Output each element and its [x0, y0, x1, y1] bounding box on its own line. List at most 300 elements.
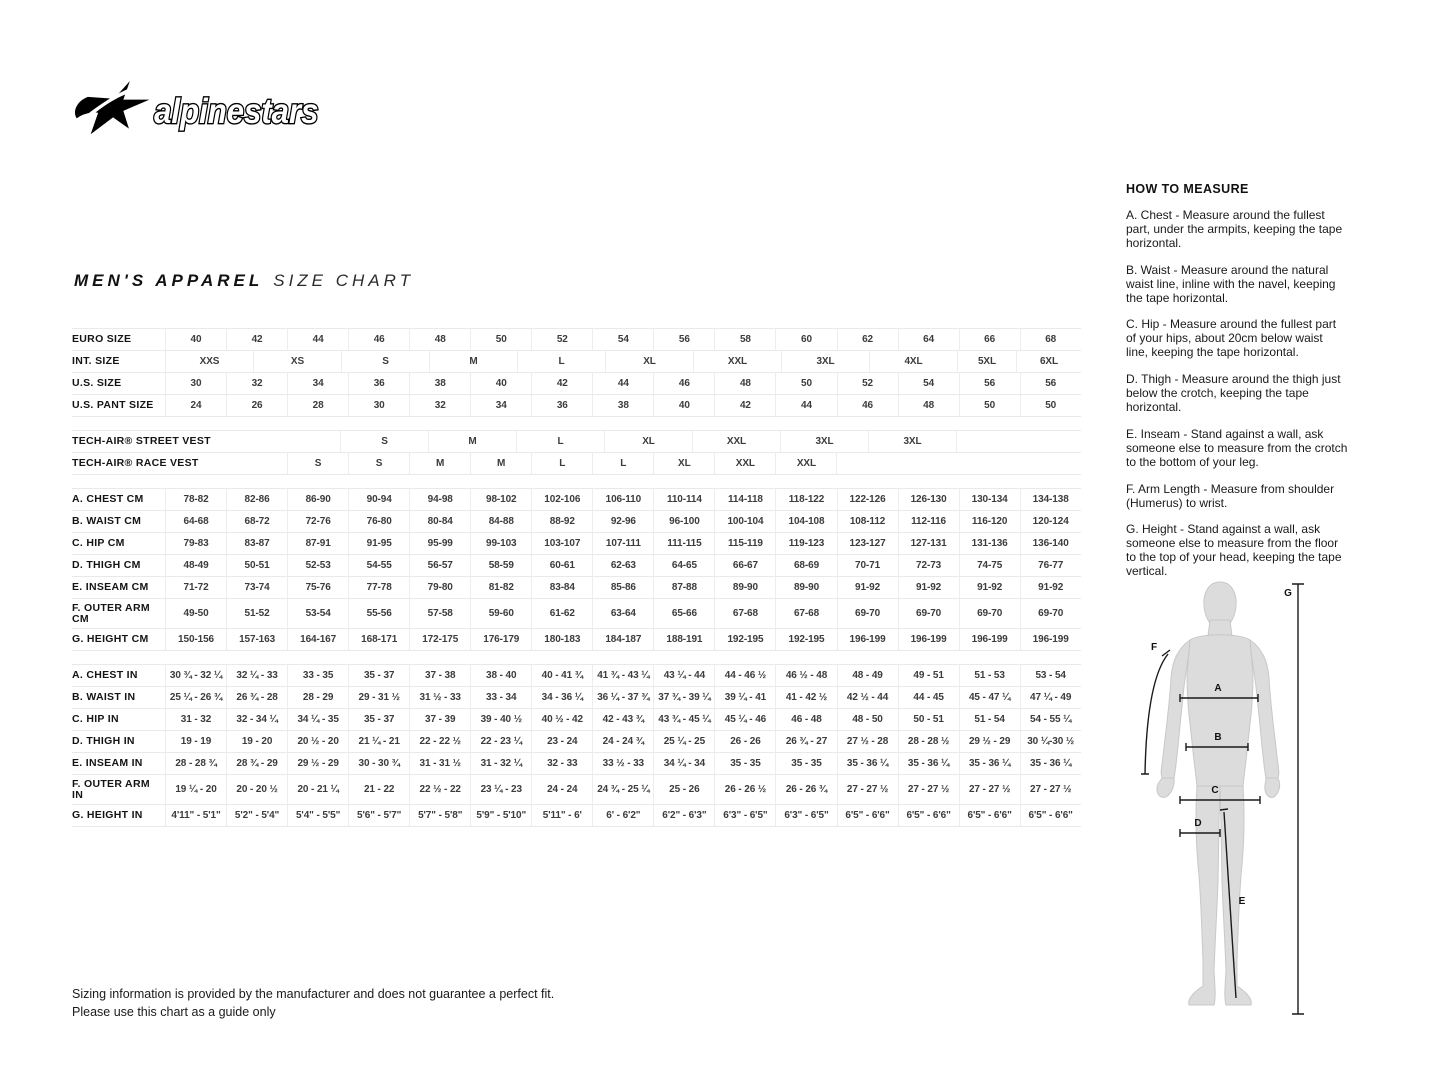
size-cell: 32 ¼ - 33: [226, 665, 287, 686]
size-cell: 28: [287, 395, 348, 416]
size-cell: 102-106: [531, 489, 592, 510]
size-cell: 35 - 35: [775, 753, 836, 774]
size-cell: 44: [287, 329, 348, 350]
size-cell: 34 ¼ - 34: [653, 753, 714, 774]
size-cell: 56: [1020, 373, 1081, 394]
size-cell: S: [287, 453, 348, 474]
size-cell: 88-92: [531, 511, 592, 532]
size-cell: 35 - 37: [348, 665, 409, 686]
size-cell: L: [531, 453, 592, 474]
size-cell: 68-72: [226, 511, 287, 532]
size-cell: 50: [1020, 395, 1081, 416]
size-cell: 25 ¼ - 25: [653, 731, 714, 752]
size-cell: 192-195: [714, 629, 775, 650]
size-cell: 176-179: [470, 629, 531, 650]
size-cell: 20 - 21 ¼: [287, 775, 348, 804]
size-cell: 96-100: [653, 511, 714, 532]
size-cell: 41 - 42 ½: [775, 687, 836, 708]
size-cell: 26 - 26 ½: [714, 775, 775, 804]
table-row: [72, 489, 1081, 511]
size-cell: XL: [604, 431, 692, 452]
table-row: [72, 775, 1081, 805]
size-cell: 74-75: [959, 555, 1020, 576]
table-row: [72, 555, 1081, 577]
size-cell: 40: [165, 329, 226, 350]
size-cell: 3XL: [780, 431, 868, 452]
size-cell: 5XL: [957, 351, 1016, 372]
size-cell: 38 - 40: [470, 665, 531, 686]
row-label: TECH-AIR® RACE VEST: [72, 457, 199, 469]
size-cell: 164-167: [287, 629, 348, 650]
row-label: D. THIGH IN: [72, 735, 135, 747]
size-cell: XXS: [165, 351, 253, 372]
size-cell: 51 - 53: [959, 665, 1020, 686]
how-to-measure-panel: [1126, 182, 1348, 592]
table-group: [72, 488, 1081, 651]
size-cell: 52: [531, 329, 592, 350]
row-label: F. OUTER ARM CM: [72, 601, 150, 625]
page-title-sub: SIZE CHART: [273, 271, 414, 290]
size-cell: 35 - 37: [348, 709, 409, 730]
size-cell: 108-112: [837, 511, 898, 532]
size-cell: 83-87: [226, 533, 287, 554]
size-cell: 91-92: [959, 577, 1020, 598]
size-cell: 20 - 20 ½: [226, 775, 287, 804]
size-cell: S: [341, 351, 429, 372]
size-cell: 75-76: [287, 577, 348, 598]
size-cell: M: [428, 431, 516, 452]
size-cell: 180-183: [531, 629, 592, 650]
size-cell: 32 - 33: [531, 753, 592, 774]
size-cell: 22 - 23 ¼: [470, 731, 531, 752]
size-cell: 196-199: [959, 629, 1020, 650]
size-cell: 40: [653, 395, 714, 416]
size-cell: 51-52: [226, 599, 287, 628]
row-label: U.S. PANT SIZE: [72, 399, 154, 411]
size-cell: 32: [409, 395, 470, 416]
size-cell: 29 - 31 ½: [348, 687, 409, 708]
size-cell: 106-110: [592, 489, 653, 510]
size-cell: 47 ¼ - 49: [1020, 687, 1081, 708]
size-cell: XXL: [775, 453, 836, 474]
size-cell: 33 ½ - 33: [592, 753, 653, 774]
measure-item-inseam: E. Inseam - Stand against a wall, ask someone else to measure from the crotch to the bottom of your leg.: [1126, 426, 1348, 469]
size-cell: 41 ¾ - 43 ¼: [592, 665, 653, 686]
size-cell: 130-134: [959, 489, 1020, 510]
size-cell: 79-80: [409, 577, 470, 598]
table-row: [72, 599, 1081, 629]
size-cell: 5'11" - 6': [531, 805, 592, 826]
size-cell: 42: [226, 329, 287, 350]
row-label: EURO SIZE: [72, 333, 132, 345]
row-label: G. HEIGHT IN: [72, 809, 143, 821]
size-cell: 76-77: [1020, 555, 1081, 576]
table-row: [72, 753, 1081, 775]
size-cell: 32: [226, 373, 287, 394]
size-cell: 114-118: [714, 489, 775, 510]
size-cell: XS: [253, 351, 341, 372]
size-cell: 56: [653, 329, 714, 350]
row-label: B. WAIST IN: [72, 691, 136, 703]
measure-item-chest: A. Chest - Measure around the fullest part, under the armpits, keeping the tape horizontal.: [1126, 208, 1343, 250]
size-cell: XXL: [714, 453, 775, 474]
size-cell: 49 - 51: [898, 665, 959, 686]
size-cell: 49-50: [165, 599, 226, 628]
size-cell: 196-199: [898, 629, 959, 650]
table-row: [72, 687, 1081, 709]
size-cell: 46: [837, 395, 898, 416]
page-title-main: MEN'S APPAREL: [74, 271, 264, 290]
size-cell: 92-96: [592, 511, 653, 532]
size-cell: 72-76: [287, 511, 348, 532]
size-cell: 26: [226, 395, 287, 416]
size-cell: 42 - 43 ¾: [592, 709, 653, 730]
size-cell: 72-73: [898, 555, 959, 576]
size-cell: 119-123: [775, 533, 836, 554]
size-cell: 100-104: [714, 511, 775, 532]
size-cell: 56-57: [409, 555, 470, 576]
size-cell: 64-65: [653, 555, 714, 576]
size-cell: 31 - 32 ¼: [470, 753, 531, 774]
size-cell: 103-107: [531, 533, 592, 554]
size-cell: 19 - 20: [226, 731, 287, 752]
size-cell: 69-70: [898, 599, 959, 628]
size-cell: 107-111: [592, 533, 653, 554]
disclaimer-line-1: Sizing information is provided by the manufacturer and does not guarantee a perfect fit.: [72, 987, 555, 1001]
height-measure-line: [1292, 584, 1304, 1014]
row-label: INT. SIZE: [72, 355, 120, 367]
size-cell: 157-163: [226, 629, 287, 650]
size-cell: 46: [348, 329, 409, 350]
size-cell: 27 ½ - 28: [837, 731, 898, 752]
size-cell: 34: [287, 373, 348, 394]
size-cell: 31 ½ - 33: [409, 687, 470, 708]
size-cell: 120-124: [1020, 511, 1081, 532]
size-cell: 39 - 40 ½: [470, 709, 531, 730]
row-label: D. THIGH CM: [72, 559, 141, 571]
size-cell: 46 ½ - 48: [775, 665, 836, 686]
size-cell: 82-86: [226, 489, 287, 510]
size-cell: 66-67: [714, 555, 775, 576]
size-cell: 110-114: [653, 489, 714, 510]
table-row: [72, 511, 1081, 533]
size-cell: 80-84: [409, 511, 470, 532]
size-cell: 91-92: [837, 577, 898, 598]
table-group: [72, 430, 1081, 475]
size-cell: 59-60: [470, 599, 531, 628]
size-cell: 76-80: [348, 511, 409, 532]
size-cell: 83-84: [531, 577, 592, 598]
size-cell: 43 ¾ - 45 ¼: [653, 709, 714, 730]
table-group: [72, 328, 1081, 417]
size-cell: 31 - 32: [165, 709, 226, 730]
size-cell: 35 - 36 ¼: [898, 753, 959, 774]
measure-item-arm: F. Arm Length - Measure from shoulder (Humerus) to wrist.: [1126, 481, 1335, 510]
size-cell: 69-70: [959, 599, 1020, 628]
size-cell: S: [348, 453, 409, 474]
figure-label-e: E: [1238, 896, 1246, 907]
size-cell: 123-127: [837, 533, 898, 554]
row-label: U.S. SIZE: [72, 377, 122, 389]
size-cell: 184-187: [592, 629, 653, 650]
size-cell: M: [409, 453, 470, 474]
disclaimer-line-2: Please use this chart as a guide only: [72, 1005, 276, 1020]
row-label: C. HIP IN: [72, 713, 119, 725]
size-cell: 89-90: [714, 577, 775, 598]
size-cell: 77-78: [348, 577, 409, 598]
svg-text:alpinestars: alpinestars: [154, 91, 319, 131]
size-cell: 26 - 26 ¾: [775, 775, 836, 804]
size-cell: 50: [470, 329, 531, 350]
size-cell: 44: [775, 395, 836, 416]
row-filler: [956, 431, 1081, 452]
size-cell: 33 - 34: [470, 687, 531, 708]
size-cell: 34: [470, 395, 531, 416]
size-cell: 48: [714, 373, 775, 394]
size-cell: 4XL: [869, 351, 957, 372]
size-cell: 104-108: [775, 511, 836, 532]
size-cell: 33 - 35: [287, 665, 348, 686]
size-cell: 118-122: [775, 489, 836, 510]
size-cell: 86-90: [287, 489, 348, 510]
size-cell: 78-82: [165, 489, 226, 510]
size-cell: 196-199: [837, 629, 898, 650]
size-cell: 48 - 49: [837, 665, 898, 686]
size-cell: 99-103: [470, 533, 531, 554]
size-cell: 112-116: [898, 511, 959, 532]
size-cell: 19 - 19: [165, 731, 226, 752]
size-cell: 115-119: [714, 533, 775, 554]
size-cell: 38: [409, 373, 470, 394]
size-cell: 24 - 24 ¾: [592, 731, 653, 752]
size-cell: 67-68: [714, 599, 775, 628]
size-cell: 6'5" - 6'6": [1020, 805, 1081, 826]
size-cell: 87-91: [287, 533, 348, 554]
size-cell: 69-70: [837, 599, 898, 628]
size-cell: 94-98: [409, 489, 470, 510]
size-cell: 21 - 22: [348, 775, 409, 804]
size-cell: 6'5" - 6'6": [959, 805, 1020, 826]
size-cell: 54: [592, 329, 653, 350]
size-cell: 23 - 24: [531, 731, 592, 752]
size-cell: 39 ¼ - 41: [714, 687, 775, 708]
size-cell: 27 - 27 ½: [959, 775, 1020, 804]
size-cell: 42: [531, 373, 592, 394]
size-cell: 31 - 31 ½: [409, 753, 470, 774]
size-cell: 36: [531, 395, 592, 416]
size-cell: 192-195: [775, 629, 836, 650]
size-cell: 50 - 51: [898, 709, 959, 730]
size-cell: 60: [775, 329, 836, 350]
size-cell: 21 ¼ - 21: [348, 731, 409, 752]
size-cell: 136-140: [1020, 533, 1081, 554]
table-group: [72, 664, 1081, 827]
size-cell: 20 ½ - 20: [287, 731, 348, 752]
measurement-figure: [1138, 570, 1318, 1033]
table-row: [72, 533, 1081, 555]
size-cell: XL: [653, 453, 714, 474]
size-cell: 26 ¾ - 28: [226, 687, 287, 708]
size-cell: L: [516, 431, 604, 452]
size-cell: 46: [653, 373, 714, 394]
row-label: TECH-AIR® STREET VEST: [72, 435, 211, 447]
size-cell: 89-90: [775, 577, 836, 598]
table-row: [72, 709, 1081, 731]
size-cell: 134-138: [1020, 489, 1081, 510]
measure-item-hip: C. Hip - Measure around the fullest part of your hips, about 20cm below waist line, keeping the tape horizontal.: [1126, 317, 1337, 360]
size-cell: 62-63: [592, 555, 653, 576]
size-cell: 64-68: [165, 511, 226, 532]
size-cell: 111-115: [653, 533, 714, 554]
size-cell: 196-199: [1020, 629, 1081, 650]
size-cell: XXL: [692, 431, 780, 452]
size-cell: 37 - 39: [409, 709, 470, 730]
size-cell: 68: [1020, 329, 1081, 350]
size-cell: 38: [592, 395, 653, 416]
table-row: [72, 577, 1081, 599]
size-cell: 131-136: [959, 533, 1020, 554]
size-cell: 188-191: [653, 629, 714, 650]
size-cell: 79-83: [165, 533, 226, 554]
size-cell: 36 ¼ - 37 ¾: [592, 687, 653, 708]
size-cell: 48: [898, 395, 959, 416]
row-label: F. OUTER ARM IN: [72, 777, 150, 801]
size-cell: 116-120: [959, 511, 1020, 532]
size-cell: 35 - 36 ¼: [1020, 753, 1081, 774]
size-cell: 62: [837, 329, 898, 350]
size-cell: 67-68: [775, 599, 836, 628]
row-label: A. CHEST CM: [72, 493, 144, 505]
size-cell: 63-64: [592, 599, 653, 628]
size-cell: 40 - 41 ¾: [531, 665, 592, 686]
size-cell: 6XL: [1016, 351, 1081, 372]
size-cell: 24 - 24: [531, 775, 592, 804]
size-cell: 70-71: [837, 555, 898, 576]
figure-label-f: F: [1150, 642, 1158, 653]
size-cell: 95-99: [409, 533, 470, 554]
size-cell: 28 ¾ - 29: [226, 753, 287, 774]
size-cell: 25 ¼ - 26 ¾: [165, 687, 226, 708]
size-cell: 53 - 54: [1020, 665, 1081, 686]
size-cell: 45 ¼ - 46: [714, 709, 775, 730]
size-cell: 69-70: [1020, 599, 1081, 628]
size-cell: 40: [470, 373, 531, 394]
size-cell: 42: [714, 395, 775, 416]
size-cell: 73-74: [226, 577, 287, 598]
size-cell: 5'7" - 5'8": [409, 805, 470, 826]
alpinestars-logo: [72, 78, 324, 145]
size-cell: 6'3" - 6'5": [714, 805, 775, 826]
table-row: [72, 731, 1081, 753]
size-cell: 28 - 29: [287, 687, 348, 708]
table-row: [72, 395, 1081, 417]
size-cell: 22 ½ - 22: [409, 775, 470, 804]
size-cell: 6'3" - 6'5": [775, 805, 836, 826]
table-row: [72, 431, 1081, 453]
size-cell: 54-55: [348, 555, 409, 576]
size-cell: 43 ¼ - 44: [653, 665, 714, 686]
size-cell: 37 - 38: [409, 665, 470, 686]
size-cell: 65-66: [653, 599, 714, 628]
size-cell: 91-92: [898, 577, 959, 598]
size-cell: 6'2" - 6'3": [653, 805, 714, 826]
size-cell: 50-51: [226, 555, 287, 576]
size-cell: 42 ½ - 44: [837, 687, 898, 708]
size-cell: 90-94: [348, 489, 409, 510]
size-cell: 60-61: [531, 555, 592, 576]
size-cell: 3XL: [868, 431, 956, 452]
size-cell: 66: [959, 329, 1020, 350]
measure-item-height: G. Height - Stand against a wall, ask someone else to measure from the floor to the top of your head, keeping the tape vertical.: [1126, 522, 1342, 579]
measure-item-waist: B. Waist - Measure around the natural waist line, inline with the navel, keeping the tape horizontal.: [1126, 262, 1336, 305]
size-cell: 54: [898, 373, 959, 394]
size-cell: 168-171: [348, 629, 409, 650]
row-label: B. WAIST CM: [72, 515, 142, 527]
disclaimer: [72, 985, 554, 1021]
figure-label-a: A: [1214, 683, 1222, 694]
table-row: [72, 665, 1081, 687]
size-cell: 34 - 36 ¼: [531, 687, 592, 708]
size-cell: 30 - 30 ¾: [348, 753, 409, 774]
size-cell: M: [429, 351, 517, 372]
size-cell: XXL: [693, 351, 781, 372]
size-cell: XL: [605, 351, 693, 372]
table-row: [72, 373, 1081, 395]
size-cell: 48-49: [165, 555, 226, 576]
size-cell: 6'5" - 6'6": [898, 805, 959, 826]
size-cell: 30: [165, 373, 226, 394]
size-cell: 58-59: [470, 555, 531, 576]
size-cell: 36: [348, 373, 409, 394]
size-cell: 24: [165, 395, 226, 416]
size-cell: 27 - 27 ½: [898, 775, 959, 804]
size-cell: 45 - 47 ¼: [959, 687, 1020, 708]
size-cell: 52-53: [287, 555, 348, 576]
row-label: C. HIP CM: [72, 537, 125, 549]
figure-label-c: C: [1211, 785, 1219, 796]
size-cell: 50: [775, 373, 836, 394]
size-cell: M: [470, 453, 531, 474]
size-cell: 34 ¼ - 35: [287, 709, 348, 730]
size-cell: 87-88: [653, 577, 714, 598]
size-cell: 35 - 35: [714, 753, 775, 774]
figure-label-b: B: [1214, 732, 1222, 743]
size-cell: 122-126: [837, 489, 898, 510]
size-cell: 81-82: [470, 577, 531, 598]
size-cell: 51 - 54: [959, 709, 1020, 730]
size-cell: 53-54: [287, 599, 348, 628]
size-cell: L: [592, 453, 653, 474]
size-cell: 64: [898, 329, 959, 350]
figure-label-d: D: [1194, 818, 1202, 829]
size-cell: 98-102: [470, 489, 531, 510]
size-cell: 61-62: [531, 599, 592, 628]
size-cell: 3XL: [781, 351, 869, 372]
size-cell: 172-175: [409, 629, 470, 650]
size-cell: 5'2" - 5'4": [226, 805, 287, 826]
size-cell: 46 - 48: [775, 709, 836, 730]
size-cell: 56: [959, 373, 1020, 394]
measure-item-thigh: D. Thigh - Measure around the thigh just below the crotch, keeping the tape horizontal.: [1126, 372, 1341, 414]
size-cell: 44 - 45: [898, 687, 959, 708]
size-cell: 23 ¼ - 23: [470, 775, 531, 804]
size-cell: 68-69: [775, 555, 836, 576]
size-cell: 28 - 28 ½: [898, 731, 959, 752]
size-cell: 29 ½ - 29: [959, 731, 1020, 752]
size-cell: 57-58: [409, 599, 470, 628]
size-cell: 44 - 46 ½: [714, 665, 775, 686]
table-row: [72, 805, 1081, 827]
